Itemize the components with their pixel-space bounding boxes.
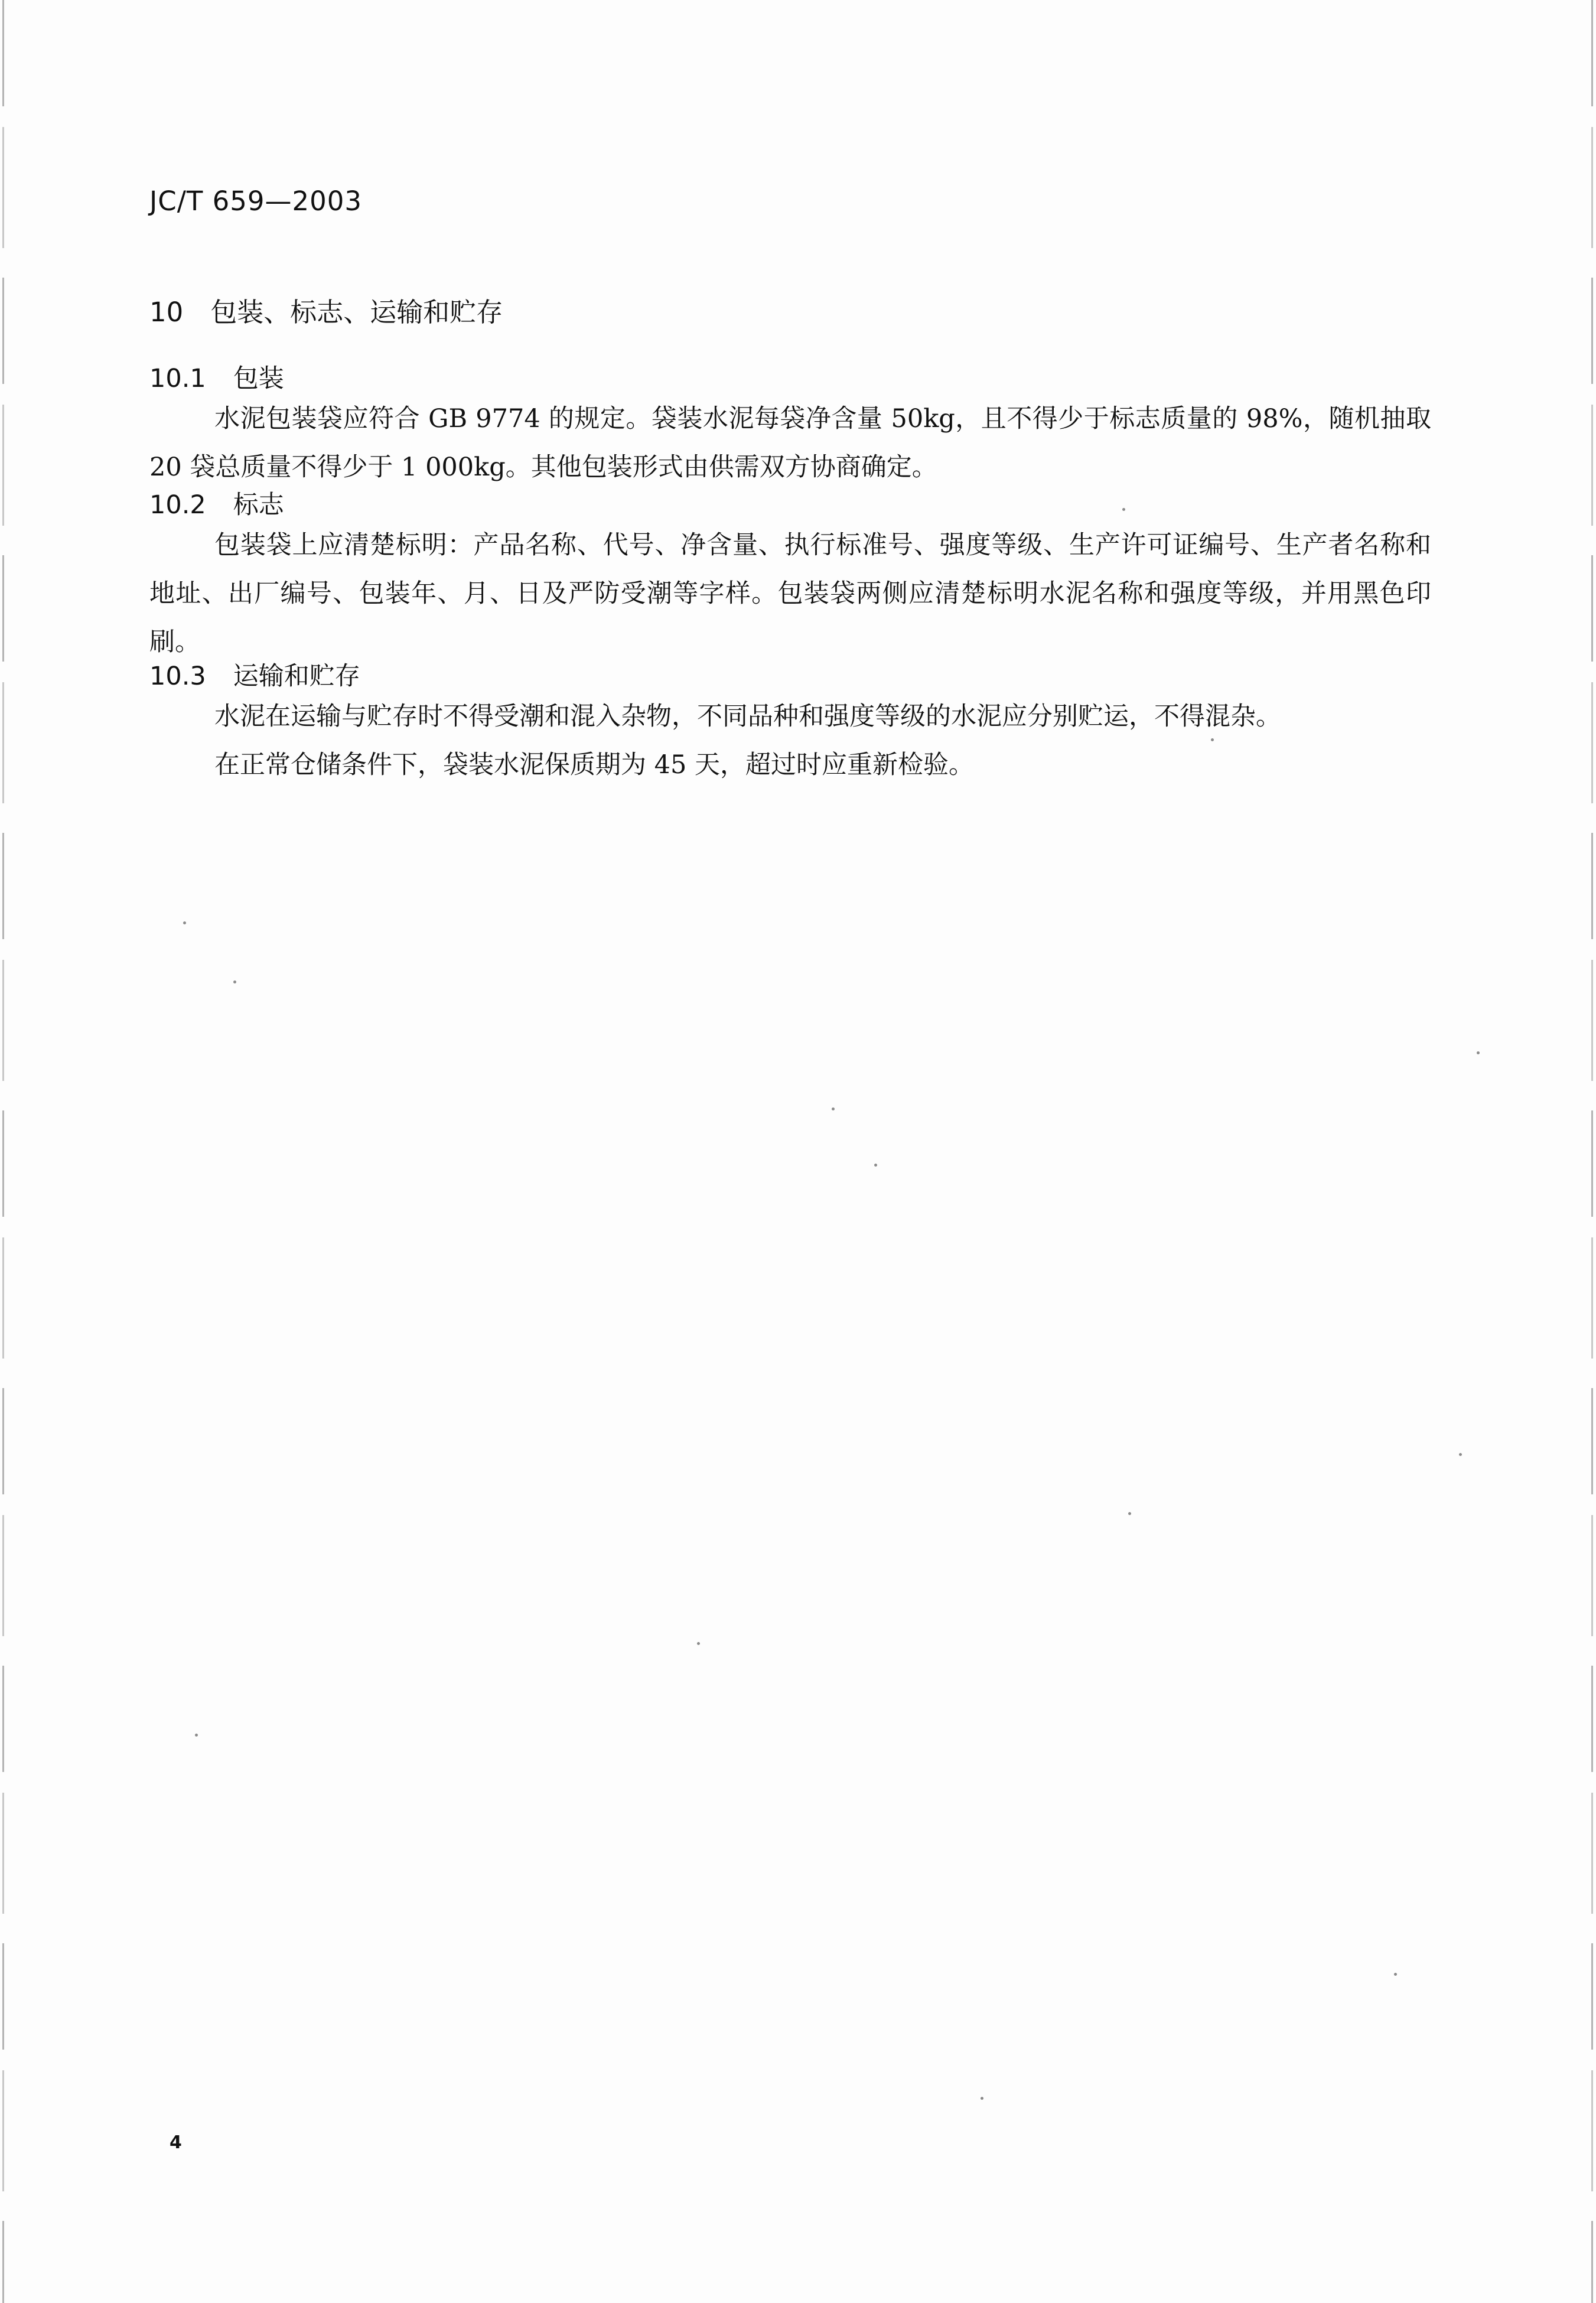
subsection-title: 包装: [233, 364, 284, 393]
scan-speck: [1394, 1973, 1397, 1976]
paragraph-transport: 水泥在运输与贮存时不得受潮和混入杂物，不同品种和强度等级的水泥应分别贮运，不得混杂。: [214, 702, 1281, 731]
subsection-number: 10.3: [149, 662, 206, 691]
subsection-number: 10.1: [149, 364, 206, 393]
section-title: 包装、标志、运输和贮存: [210, 297, 503, 328]
paragraph-shelf-life: 在正常仓储条件下，袋装水泥保质期为 45 天，超过时应重新检验。: [214, 750, 975, 780]
scan-speck: [981, 2097, 983, 2100]
scan-edge-right: [1591, 0, 1593, 2303]
paragraph-packaging: 水泥包装袋应符合 GB 9774 的规定。袋装水泥每袋净含量 50kg，且不得少于标志质量的 98%，随机抽取 20 袋总质量不得少于 1 000kg。其他包装形式由供需双方协商确定。: [149, 404, 1431, 482]
subsection-heading-transport-storage: [149, 656, 360, 692]
scan-speck: [1122, 508, 1125, 511]
scan-speck: [1128, 1512, 1131, 1515]
section-heading: [149, 291, 503, 329]
subsection-title: 运输和贮存: [233, 662, 360, 691]
subsection-number: 10.2: [149, 490, 206, 520]
scan-speck: [1477, 1051, 1480, 1054]
scan-speck: [697, 1642, 700, 1645]
scan-speck: [195, 1734, 198, 1737]
scan-speck: [183, 921, 186, 924]
scan-edge-left: [2, 0, 4, 2303]
paragraph-marking: 包装袋上应清楚标明：产品名称、代号、净含量、执行标准号、强度等级、生产许可证编号、生产者名称和地址、出厂编号、包装年、月、日及严防受潮等字样。包装袋两侧应清楚标明水泥名称和强度等级，并用黑色印刷。: [149, 530, 1431, 657]
scan-speck: [1211, 738, 1214, 741]
subsection-title: 标志: [233, 490, 284, 520]
section-number: 10: [149, 297, 184, 328]
scan-speck: [233, 981, 236, 983]
scan-speck: [874, 1164, 877, 1167]
scan-speck: [832, 1107, 835, 1110]
document-code: JC/T 659—2003: [149, 185, 363, 217]
subsection-heading-packaging: [149, 359, 284, 395]
page-number: 4: [170, 2132, 182, 2153]
scan-speck: [1459, 1453, 1462, 1456]
subsection-heading-marking: [149, 485, 284, 521]
